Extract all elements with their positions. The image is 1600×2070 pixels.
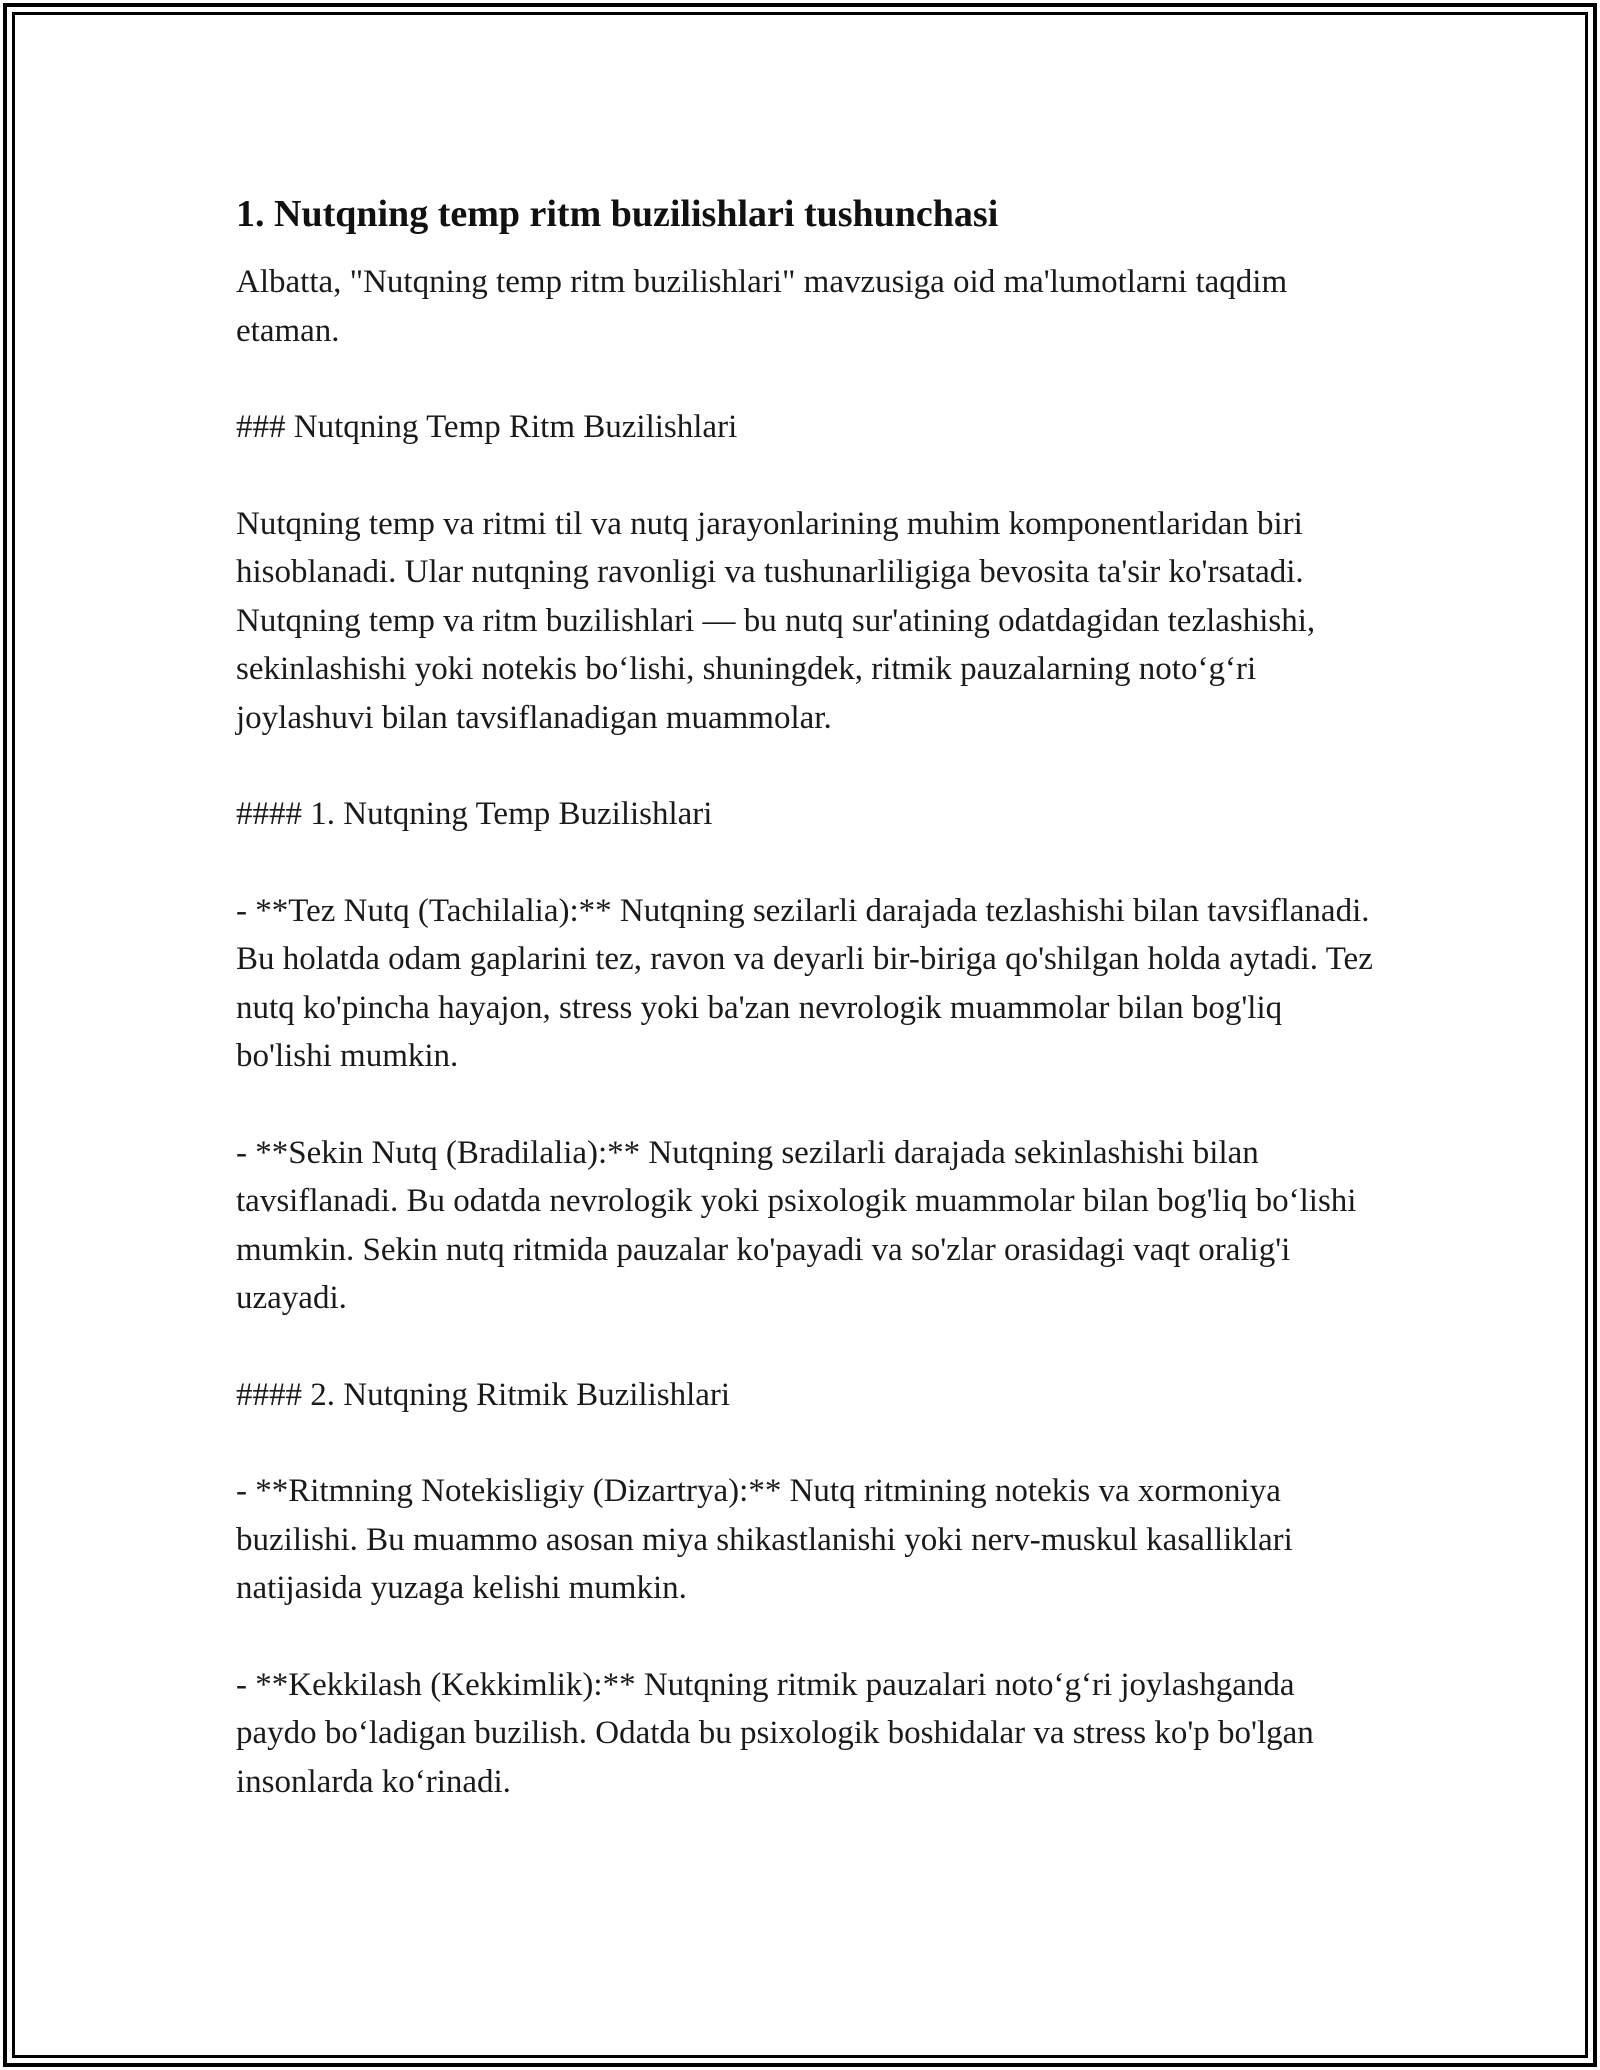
list-item: - **Ritmning Notekisligiy (Dizartrya):** Nutq ritmining notekis va xormoniya buzilishi. Bu muammo asosan miya shikastlanishi yoki nerv-muskul kasalliklari natijasida yuzaga kelishi mumkin. [236,1473,1293,1606]
subsection-heading: #### 2. Nutqning Ritmik Buzilishlari [236,1376,731,1413]
document-title: 1. Nutqning temp ritm buzilishlari tushunchasi [236,193,999,235]
subsection-heading: #### 1. Nutqning Temp Buzilishlari [236,796,713,832]
list-item: - **Sekin Nutq (Bradilalia):** Nutqning sezilarli darajada sekinlashishi bilan tavsiflanadi. Bu odatda nevrologik yoki psixologik muammolar bilan bog'liq bo‘lishi mumkin. Sekin nutq ritmida pauzalar ko'payadi va so'zlar orasidagi vaqt oralig'i uzayadi. [236,1134,1357,1316]
list-item: - **Tez Nutq (Tachilalia):** Nutqning sezilarli darajada tezlashishi bilan tavsiflanadi. Bu holatda odam gaplarini tez, ravon va deyarli bir-biriga qo'shilgan holda aytadi. Tez nutq ko'pincha hayajon, stress yoki ba'zan nevrologik muammolar bilan bog'liq bo'lishi mumkin. [236,892,1373,1074]
intro-paragraph: Albatta, "Nutqning temp ritm buzilishlari" mavzusiga oid ma'lumotlarni taqdim etaman. [236,264,1288,349]
list-item: - **Kekkilash (Kekkimlik):** Nutqning ritmik pauzalari noto‘g‘ri joylashganda paydo bo‘ladigan buzilish. Odatda bu psixologik boshidalar va stress ko'p bo'lgan insonlarda ko‘rinadi. [236,1666,1314,1800]
section-heading: ### Nutqning Temp Ritm Buzilishlari [236,409,738,445]
document-body [236,190,1376,1854]
body-paragraph: Nutqning temp va ritmi til va nutq jarayonlarining muhim komponentlaridan biri hisoblanadi. Ular nutqning ravonligi va tushunarliligiga bevosita ta'sir ko'rsatadi. Nutqning temp va ritm buzilishlari — bu nutq sur'atining odatdagidan tezlashishi, sekinlashishi yoki notekis bo‘lishi, shuningdek, ritmik pauzalarning noto‘g‘ri joylashuvi bilan tavsiflanadigan muammolar. [236,505,1316,736]
